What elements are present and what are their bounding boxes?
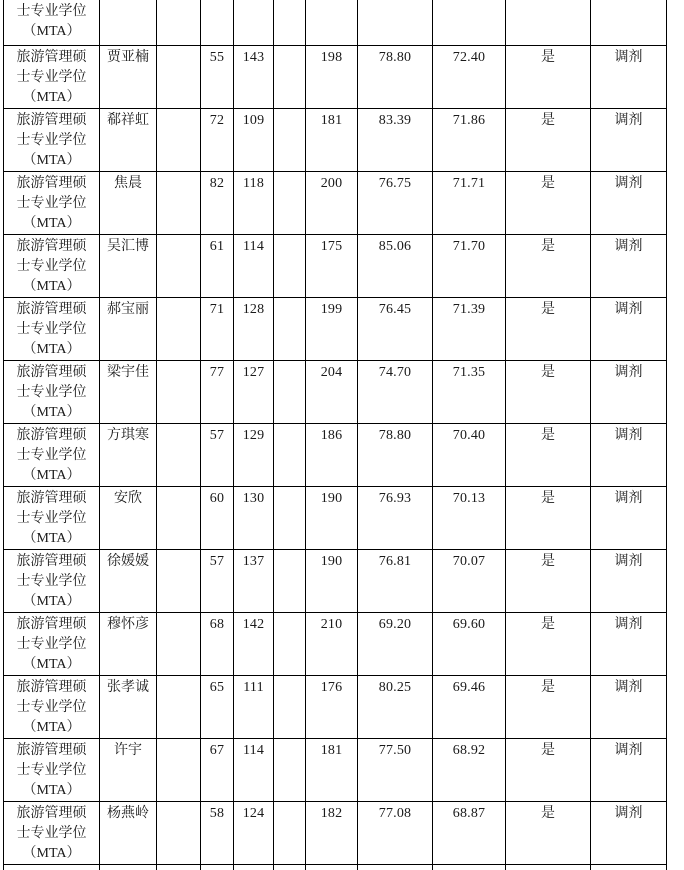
table-row (4, 738, 667, 801)
interview-score-cell: 76.93 (358, 486, 433, 549)
total-cell (306, 0, 358, 45)
empty-cell (506, 864, 591, 870)
program-line: 士专业学位 (16, 447, 87, 463)
admitted-cell: 是 (506, 612, 591, 675)
name-cell: 郗祥虹 (100, 108, 157, 171)
name-cell: 安欣 (100, 486, 157, 549)
admission-type-cell: 调剂 (591, 423, 667, 486)
final-score-cell: 70.13 (433, 486, 506, 549)
program-line: 旅游管理硕 (16, 364, 87, 380)
program-line: （MTA） (22, 530, 81, 546)
program-cell (4, 801, 100, 864)
table-row (4, 549, 667, 612)
program-cell (4, 297, 100, 360)
program-line: （MTA） (22, 89, 81, 105)
program-line: （MTA） (22, 656, 81, 672)
program-cell (4, 486, 100, 549)
program-line: 士专业学位 (16, 510, 87, 526)
score2-cell: 111 (234, 675, 274, 738)
name-cell (100, 0, 157, 45)
admission-type-cell: 调剂 (591, 549, 667, 612)
program-line: 士专业学位 (16, 69, 87, 85)
final-score-cell: 70.40 (433, 423, 506, 486)
admitted-cell: 是 (506, 801, 591, 864)
admitted-cell: 是 (506, 360, 591, 423)
score2-cell: 114 (234, 738, 274, 801)
score1-cell: 65 (201, 675, 234, 738)
program-line: 士专业学位 (16, 4, 87, 19)
score2-cell: 118 (234, 171, 274, 234)
program-line: 旅游管理硕 (16, 679, 87, 695)
final-score-cell: 71.70 (433, 234, 506, 297)
blank-cell-2 (274, 423, 306, 486)
total-cell: 198 (306, 45, 358, 108)
score1-cell: 55 (201, 45, 234, 108)
final-score-cell: 71.71 (433, 171, 506, 234)
program-line: （MTA） (22, 278, 81, 294)
empty-cell (100, 864, 157, 870)
name-cell: 许宇 (100, 738, 157, 801)
program-cell (4, 423, 100, 486)
admission-type-cell: 调剂 (591, 234, 667, 297)
table-row (4, 612, 667, 675)
program-line: 士专业学位 (16, 384, 87, 400)
program-line: （MTA） (22, 782, 81, 798)
total-cell: 186 (306, 423, 358, 486)
score1-cell: 61 (201, 234, 234, 297)
blank-cell-2 (274, 171, 306, 234)
name-cell: 张孝诚 (100, 675, 157, 738)
score1-cell: 58 (201, 801, 234, 864)
blank-cell-1 (157, 45, 201, 108)
program-cell (4, 45, 100, 108)
table-row (4, 171, 667, 234)
program-cell (4, 0, 100, 45)
name-cell: 徐媛媛 (100, 549, 157, 612)
final-score-cell: 68.87 (433, 801, 506, 864)
interview-score-cell: 77.08 (358, 801, 433, 864)
program-cell (4, 234, 100, 297)
blank-cell-2 (274, 801, 306, 864)
total-cell: 176 (306, 675, 358, 738)
total-cell: 181 (306, 108, 358, 171)
program-cell (4, 612, 100, 675)
program-line: （MTA） (22, 215, 81, 231)
admitted-cell (506, 0, 591, 45)
final-score-cell: 72.40 (433, 45, 506, 108)
program-line: 旅游管理硕 (16, 616, 87, 632)
final-score-cell (433, 0, 506, 45)
empty-cell (234, 864, 274, 870)
interview-score-cell: 78.80 (358, 45, 433, 108)
final-score-cell: 71.35 (433, 360, 506, 423)
interview-score-cell: 76.81 (358, 549, 433, 612)
blank-cell-1 (157, 612, 201, 675)
blank-cell-2 (274, 45, 306, 108)
interview-score-cell: 77.50 (358, 738, 433, 801)
admitted-cell: 是 (506, 171, 591, 234)
interview-score-cell: 74.70 (358, 360, 433, 423)
empty-cell (306, 864, 358, 870)
admission-type-cell: 调剂 (591, 45, 667, 108)
program-cell (4, 360, 100, 423)
interview-score-cell: 80.25 (358, 675, 433, 738)
admitted-cell: 是 (506, 108, 591, 171)
final-score-cell: 71.86 (433, 108, 506, 171)
admitted-cell: 是 (506, 738, 591, 801)
score2-cell: 128 (234, 297, 274, 360)
score1-cell: 77 (201, 360, 234, 423)
name-cell: 方琪寒 (100, 423, 157, 486)
program-line: （MTA） (22, 341, 81, 357)
name-cell: 梁宇佳 (100, 360, 157, 423)
admission-results-table (3, 0, 667, 870)
score1-cell: 60 (201, 486, 234, 549)
score2-cell: 137 (234, 549, 274, 612)
admission-type-cell: 调剂 (591, 738, 667, 801)
interview-score-cell (358, 0, 433, 45)
blank-cell-1 (157, 171, 201, 234)
interview-score-cell: 85.06 (358, 234, 433, 297)
admitted-cell: 是 (506, 234, 591, 297)
total-cell: 190 (306, 549, 358, 612)
empty-cell (591, 864, 667, 870)
program-line: 旅游管理硕 (16, 490, 87, 506)
name-cell: 穆怀彦 (100, 612, 157, 675)
interview-score-cell: 83.39 (358, 108, 433, 171)
empty-cell (358, 864, 433, 870)
interview-score-cell: 76.45 (358, 297, 433, 360)
program-line: （MTA） (22, 467, 81, 483)
program-line: 士专业学位 (16, 825, 87, 841)
blank-cell-2 (274, 108, 306, 171)
name-cell: 贾亚楠 (100, 45, 157, 108)
blank-cell-1 (157, 423, 201, 486)
admitted-cell: 是 (506, 45, 591, 108)
blank-cell-1 (157, 486, 201, 549)
admission-type-cell: 调剂 (591, 801, 667, 864)
empty-cell (433, 864, 506, 870)
program-line: 士专业学位 (16, 699, 87, 715)
score2-cell: 143 (234, 45, 274, 108)
score1-cell: 72 (201, 108, 234, 171)
interview-score-cell: 69.20 (358, 612, 433, 675)
blank-cell-1 (157, 108, 201, 171)
program-line: 旅游管理硕 (16, 238, 87, 254)
total-cell: 199 (306, 297, 358, 360)
total-cell: 210 (306, 612, 358, 675)
score2-cell: 142 (234, 612, 274, 675)
blank-cell-2 (274, 675, 306, 738)
name-cell: 杨燕岭 (100, 801, 157, 864)
interview-score-cell: 76.75 (358, 171, 433, 234)
interview-score-cell: 78.80 (358, 423, 433, 486)
table-row (4, 486, 667, 549)
blank-cell-1 (157, 360, 201, 423)
table-row (4, 45, 667, 108)
total-cell: 182 (306, 801, 358, 864)
score2-cell (234, 0, 274, 45)
score2-cell: 130 (234, 486, 274, 549)
blank-cell-2 (274, 738, 306, 801)
program-line: （MTA） (22, 593, 81, 609)
admission-type-cell: 调剂 (591, 171, 667, 234)
empty-cell (201, 864, 234, 870)
program-line: 士专业学位 (16, 573, 87, 589)
empty-cell (4, 864, 100, 870)
program-line: （MTA） (22, 24, 81, 39)
admission-type-cell: 调剂 (591, 297, 667, 360)
blank-cell-2 (274, 297, 306, 360)
admitted-cell: 是 (506, 297, 591, 360)
admitted-cell: 是 (506, 423, 591, 486)
table-row (4, 423, 667, 486)
table-row (4, 108, 667, 171)
blank-cell-1 (157, 738, 201, 801)
program-line: 旅游管理硕 (16, 553, 87, 569)
program-line: 士专业学位 (16, 762, 87, 778)
program-line: 士专业学位 (16, 321, 87, 337)
final-score-cell: 68.92 (433, 738, 506, 801)
program-line: 旅游管理硕 (16, 301, 87, 317)
final-score-cell: 69.60 (433, 612, 506, 675)
blank-cell-2 (274, 486, 306, 549)
score1-cell: 71 (201, 297, 234, 360)
table-row (4, 234, 667, 297)
admission-type-cell: 调剂 (591, 108, 667, 171)
admission-type-cell (591, 0, 667, 45)
admission-type-cell: 调剂 (591, 675, 667, 738)
total-cell: 200 (306, 171, 358, 234)
admitted-cell: 是 (506, 486, 591, 549)
blank-cell-1 (157, 801, 201, 864)
program-line: 旅游管理硕 (16, 175, 87, 191)
score2-cell: 114 (234, 234, 274, 297)
empty-cell (157, 864, 201, 870)
final-score-cell: 71.39 (433, 297, 506, 360)
score1-cell: 57 (201, 549, 234, 612)
table-row (4, 360, 667, 423)
program-cell (4, 738, 100, 801)
admitted-cell: 是 (506, 675, 591, 738)
program-line: （MTA） (22, 152, 81, 168)
name-cell: 郝宝丽 (100, 297, 157, 360)
program-line: 士专业学位 (16, 195, 87, 211)
program-cell (4, 675, 100, 738)
program-line: 士专业学位 (16, 636, 87, 652)
total-cell: 204 (306, 360, 358, 423)
blank-cell-1 (157, 0, 201, 45)
results-table-body (4, 0, 667, 870)
score2-cell: 124 (234, 801, 274, 864)
total-cell: 181 (306, 738, 358, 801)
program-line: 士专业学位 (16, 132, 87, 148)
table-row (4, 801, 667, 864)
name-cell: 吴汇博 (100, 234, 157, 297)
name-cell: 焦晨 (100, 171, 157, 234)
blank-cell-2 (274, 549, 306, 612)
blank-cell-1 (157, 675, 201, 738)
final-score-cell: 70.07 (433, 549, 506, 612)
table-row-partial-bottom (4, 864, 667, 870)
blank-cell-1 (157, 234, 201, 297)
program-cell (4, 171, 100, 234)
score1-cell: 67 (201, 738, 234, 801)
score1-cell: 82 (201, 171, 234, 234)
program-line: 旅游管理硕 (16, 49, 87, 65)
program-cell (4, 108, 100, 171)
total-cell: 190 (306, 486, 358, 549)
score2-cell: 129 (234, 423, 274, 486)
program-line: （MTA） (22, 845, 81, 861)
blank-cell-1 (157, 549, 201, 612)
blank-cell-2 (274, 360, 306, 423)
blank-cell-2 (274, 612, 306, 675)
program-line: 士专业学位 (16, 258, 87, 274)
table-row (4, 675, 667, 738)
score2-cell: 109 (234, 108, 274, 171)
admission-type-cell: 调剂 (591, 486, 667, 549)
admission-type-cell: 调剂 (591, 360, 667, 423)
score2-cell: 127 (234, 360, 274, 423)
admitted-cell: 是 (506, 549, 591, 612)
table-row-partial-top (4, 0, 667, 45)
blank-cell-2 (274, 234, 306, 297)
final-score-cell: 69.46 (433, 675, 506, 738)
blank-cell-2 (274, 0, 306, 45)
program-line: （MTA） (22, 719, 81, 735)
program-cell (4, 549, 100, 612)
program-line: 旅游管理硕 (16, 742, 87, 758)
table-row (4, 297, 667, 360)
program-line: （MTA） (22, 404, 81, 420)
empty-cell (274, 864, 306, 870)
program-line: 旅游管理硕 (16, 427, 87, 443)
blank-cell-1 (157, 297, 201, 360)
total-cell: 175 (306, 234, 358, 297)
admission-type-cell: 调剂 (591, 612, 667, 675)
score1-cell (201, 0, 234, 45)
program-line: 旅游管理硕 (16, 805, 87, 821)
score1-cell: 57 (201, 423, 234, 486)
program-line: 旅游管理硕 (16, 112, 87, 128)
score1-cell: 68 (201, 612, 234, 675)
